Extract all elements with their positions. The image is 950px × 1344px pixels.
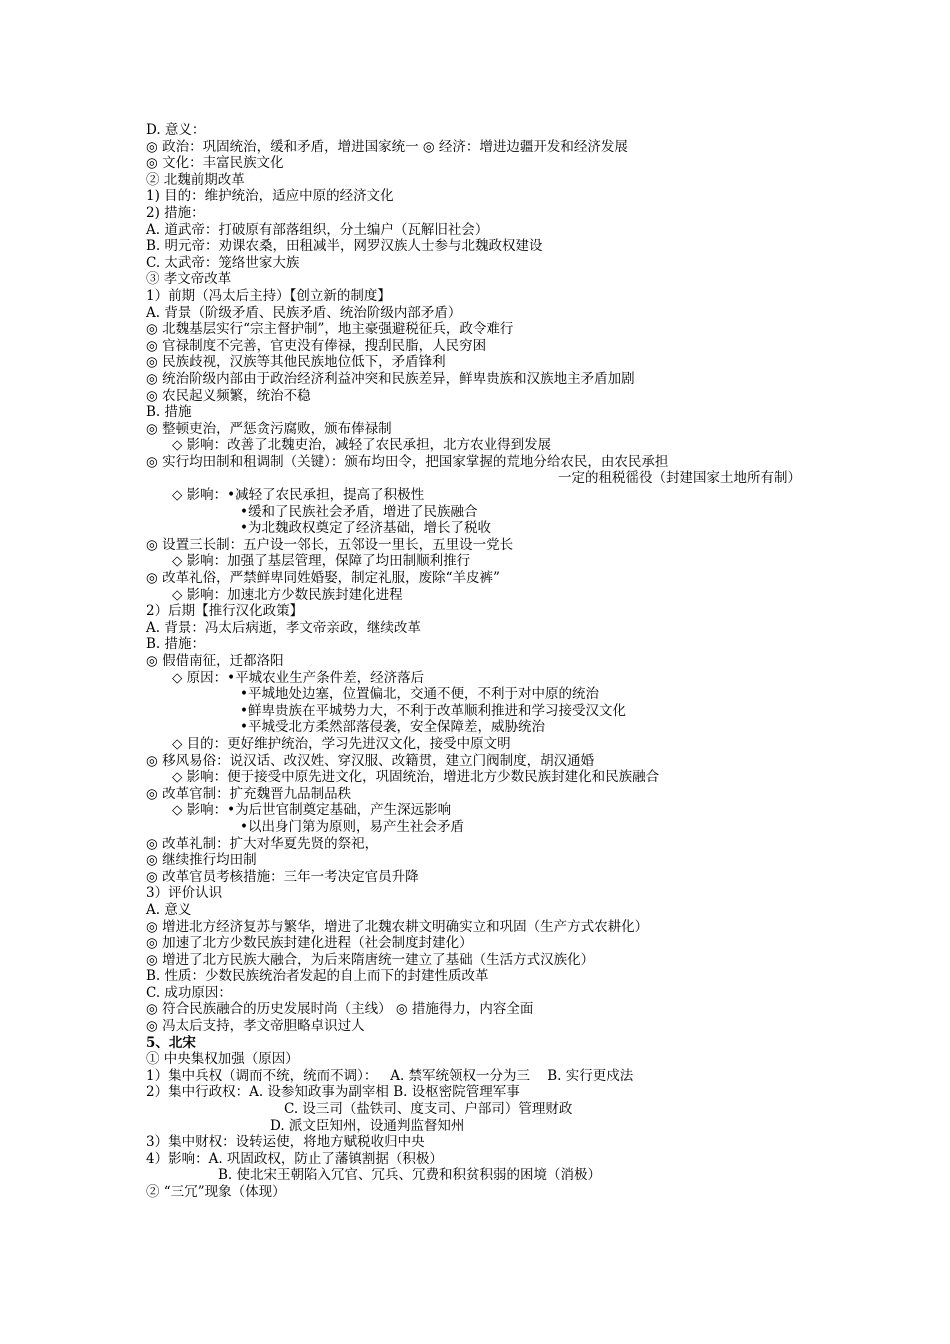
text-line: ◎ 继续推行均田制: [146, 852, 257, 869]
text-line: ◎ 移风易俗：说汉话、改汉姓、穿汉服、改籍贯，建立门阀制度，胡汉通婚: [146, 752, 595, 769]
text-line: ◇ 影响：改善了北魏吏治，减轻了农民承担，北方农业得到发展: [172, 437, 552, 454]
text-line: •鲜卑贵族在平城势力大，不利于改革顺利推进和学习接受汉文化: [240, 702, 626, 719]
text-line: 1）前期（冯太后主持）【创立新的制度】: [146, 287, 391, 304]
text-line: ◇ 影响：加强了基层管理，保障了均田制顺利推行: [172, 553, 471, 570]
text-line: •平城地处边塞，位置偏北，交通不便，不利于对中原的统治: [240, 686, 599, 703]
text-line: ① 中央集权加强（原因）: [146, 1051, 299, 1068]
text-line: •缓和了民族社会矛盾，增进了民族融合: [240, 503, 478, 520]
text-line: ◎ 加速了北方少数民族封建化进程（社会制度封建化）: [146, 935, 473, 952]
text-line: ◇ 目的：更好维护统治，学习先进汉文化，接受中原文明: [172, 735, 511, 752]
text-line: D. 意义：: [146, 122, 206, 138]
text-line: •为北魏政权奠定了经济基础，增长了税收: [240, 520, 491, 537]
text-line: 一定的租税徭役（封建国家土地所有制）: [558, 470, 801, 487]
text-line: ◎ 文化：丰富民族文化: [146, 155, 284, 172]
text-line: ◎ 农民起义频繁，统治不稳: [146, 387, 311, 404]
text-line: ◇ 原因：•平城农业生产条件差，经济落后: [172, 669, 425, 686]
text-line: •平城受北方柔然部落侵袭，安全保障差，威胁统治: [240, 719, 545, 736]
text-line: D. 派文臣知州，设通判监督知州: [270, 1117, 465, 1134]
text-line: A. 背景（阶级矛盾、民族矛盾、统治阶级内部矛盾）: [146, 304, 462, 321]
document-body: [0, 122, 950, 1201]
text-line: 2) 措施：: [146, 204, 205, 221]
text-line: •以出身门第为原则，易产生社会矛盾: [240, 818, 464, 835]
text-line: B. 措施: [146, 404, 192, 421]
text-line: ◎ 符合民族融合的历史发展时尚（主线） ◎ 措施得力，内容全面: [146, 1001, 534, 1018]
text-line: B. 使北宋王朝陷入冗官、冗兵、冗费和积贫积弱的困境（消极）: [218, 1167, 602, 1184]
text-line: ◇ 影响：•减轻了农民承担，提高了积极性: [172, 487, 425, 504]
text-line: ◎ 改革礼俗，严禁鲜卑同姓婚娶，制定礼服，废除“羊皮裤”: [146, 570, 500, 587]
text-line: 2）集中行政权：A. 设参知政事为副宰相 B. 设枢密院管理军事: [146, 1084, 520, 1101]
text-line: B. 措施：: [146, 636, 206, 653]
text-line: ◎ 设置三长制：五户设一邻长，五邻设一里长，五里设一党长: [146, 536, 514, 553]
text-line: ◎ 实行均田制和租调制（关键）：颁布均田令，把国家掌握的荒地分给农民，由农民承担: [146, 453, 669, 470]
text-line: 2）后期【推行汉化政策】: [146, 603, 304, 620]
text-line: ◇ 影响：加速北方少数民族封建化进程: [172, 586, 403, 603]
text-line: ◎ 假借南征，迁都洛阳: [146, 653, 284, 669]
text-line: ◎ 整顿吏治，严惩贪污腐败，颁布俸禄制: [146, 420, 392, 437]
text-line: A. 道武帝：打破原有部落组织，分土编户（瓦解旧社会）: [146, 221, 489, 238]
text-line: ◎ 政治：巩固统治，缓和矛盾，增进国家统一 ◎ 经济：增进边疆开发和经济发展: [146, 138, 628, 155]
text-line: 1) 目的：维护统治，适应中原的经济文化: [146, 188, 394, 205]
text-line: C. 设三司（盐铁司、度支司、户部司）管理财政: [284, 1101, 573, 1118]
text-line: 4）影响：A. 巩固政权，防止了藩镇割据（积极）: [146, 1150, 443, 1167]
text-line: C. 太武帝：笼络世家大族: [146, 254, 300, 271]
text-line: B. 性质：少数民族统治者发起的自上而下的封建性质改革: [146, 968, 489, 985]
section-heading: 5、北宋: [146, 1034, 196, 1051]
text-line: ◎ 改革官员考核措施：三年一考决定官员升降: [146, 868, 419, 885]
text-line: ② 北魏前期改革: [146, 171, 245, 188]
text-line: ◎ 统治阶级内部由于政治经济利益冲突和民族差异，鲜卑贵族和汉族地主矛盾加剧: [146, 370, 635, 387]
text-line: B. 明元帝：劝课农桑，田租减半，网罗汉族人士参与北魏政权建设: [146, 238, 543, 255]
text-line: A. 意义: [146, 901, 192, 918]
text-line: ◇ 影响：•为后世官制奠定基础，产生深远影响: [172, 802, 452, 819]
text-line: ③ 孝文帝改革: [146, 271, 232, 288]
text-line: ◎ 改革礼制：扩大对华夏先贤的祭祀，: [146, 835, 379, 852]
text-line: 3）评价认识: [146, 885, 223, 902]
text-line: 3）集中财权：设转运使，将地方赋税收归中央: [146, 1134, 425, 1151]
text-line: ② “三冗”现象（体现）: [146, 1184, 286, 1200]
text-line: ◎ 民族歧视，汉族等其他民族地位低下，矛盾锋利: [146, 354, 446, 371]
text-line: ◎ 增进北方经济复苏与繁华，增进了北魏农耕文明确实立和巩固（生产方式农耕化）: [146, 918, 649, 935]
text-line: C. 成功原因：: [146, 984, 232, 1001]
text-line: ◇ 影响：便于接受中原先进文化，巩固统治，增进北方少数民族封建化和民族融合: [172, 769, 660, 786]
text-line: ◎ 改革官制：扩充魏晋九品制品秩: [146, 785, 352, 802]
text-line: ◎ 官禄制度不完善，官吏没有俸禄，搜刮民脂，人民穷困: [146, 337, 487, 354]
text-line: ◎ 增进了北方民族大融合，为后来隋唐统一建立了基础（生活方式汉族化）: [146, 951, 595, 968]
text-line: A. 背景：冯太后病逝，孝文帝亲政，继续改革: [146, 619, 421, 636]
text-line: 1）集中兵权（调而不统，统而不调）： A. 禁军统领权一分为三 B. 实行更戍法: [146, 1067, 634, 1084]
text-line: ◎ 北魏基层实行“宗主督护制”，地主豪强避税征兵，政令难行: [146, 321, 514, 338]
text-line: ◎ 冯太后支持，孝文帝胆略卓识过人: [146, 1018, 365, 1035]
